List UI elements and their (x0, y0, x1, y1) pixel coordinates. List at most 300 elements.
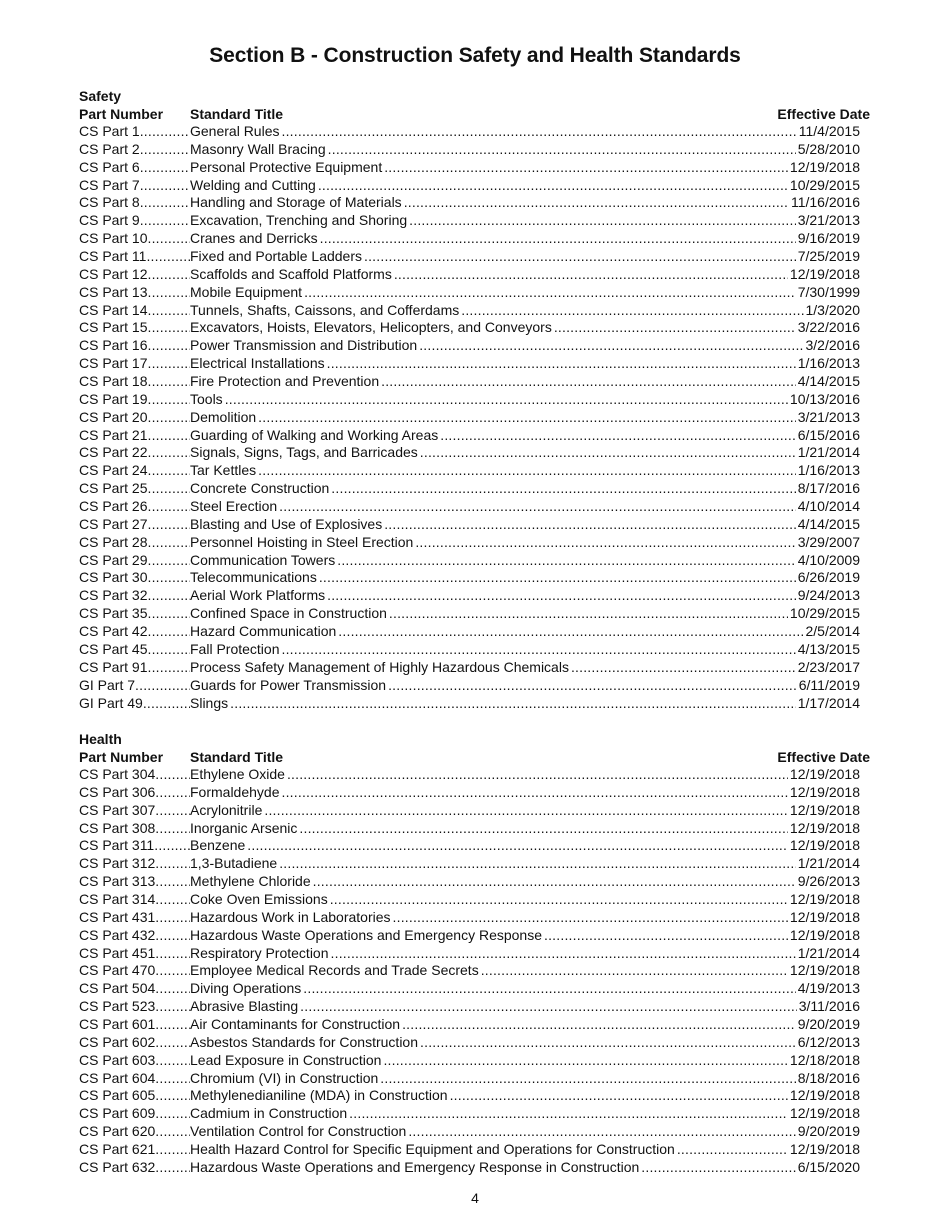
part-number: CS Part 504 (79, 980, 156, 997)
safety-rows (79, 123, 870, 712)
standard-title: Hazardous Work in Laboratories (190, 908, 391, 925)
standard-title: Benzene (190, 837, 246, 854)
effective-date: 6/12/2013 (797, 1033, 860, 1050)
table-row (79, 695, 870, 713)
standard-title: Concrete Construction (190, 480, 330, 497)
part-number: CS Part 13 (79, 283, 148, 300)
effective-date: 9/24/2013 (797, 587, 860, 604)
standard-title: General Rules (190, 123, 280, 139)
standard-title: Excavation, Trenching and Shoring (190, 212, 408, 229)
effective-date: 10/13/2016 (789, 390, 860, 407)
part-number: CS Part 12 (79, 265, 148, 282)
standard-title: Coke Oven Emissions (190, 891, 328, 908)
standard-title: Ventilation Control for Construction (190, 1123, 407, 1140)
part-number: CS Part 19 (79, 390, 148, 407)
effective-date: 6/15/2020 (797, 1158, 860, 1175)
standard-title: Fall Protection (190, 640, 280, 657)
effective-date: 12/19/2018 (789, 908, 860, 925)
table-row (79, 409, 870, 427)
dot-leader (147, 391, 190, 409)
dot-leader (147, 409, 190, 427)
part-number-header: Part Number (79, 106, 164, 122)
effective-date: 12/19/2018 (789, 1087, 860, 1104)
table-row (79, 284, 870, 302)
standard-title: Tools (190, 390, 223, 407)
dot-leader (298, 998, 860, 1016)
part-number: CS Part 603 (79, 1051, 156, 1068)
part-number: CS Part 312 (79, 855, 156, 872)
part-number: CS Part 25 (79, 480, 148, 497)
standard-title: Methylenedianiline (MDA) in Construction (190, 1087, 448, 1104)
dot-leader (155, 1016, 190, 1034)
standard-title: Steel Erection (190, 498, 278, 515)
table-row (79, 927, 870, 945)
standard-title: Guards for Power Transmission (190, 676, 387, 693)
health-rows (79, 766, 870, 1177)
dot-leader (147, 516, 190, 534)
dot-leader (325, 587, 860, 605)
table-row (79, 177, 870, 195)
standard-title-header: Standard Title (190, 106, 284, 122)
standard-title: Power Transmission and Distribution (190, 337, 418, 354)
table-row (79, 194, 870, 212)
effective-date: 4/10/2009 (797, 551, 860, 568)
dot-leader (406, 1123, 860, 1141)
dot-leader (329, 480, 860, 498)
effective-date: 12/19/2018 (789, 1141, 860, 1158)
part-number: CS Part 91 (79, 658, 148, 675)
health-column-headers (79, 748, 870, 766)
effective-date: 12/19/2018 (789, 962, 860, 979)
standard-title: Tar Kettles (190, 462, 257, 479)
table-row (79, 123, 870, 141)
standard-title: Hazardous Waste Operations and Emergency Response in Construction (190, 1158, 640, 1175)
part-number: CS Part 304 (79, 766, 156, 782)
part-number: CS Part 307 (79, 801, 156, 818)
table-row (79, 998, 870, 1016)
part-number: CS Part 22 (79, 444, 148, 461)
part-number: CS Part 45 (79, 640, 148, 657)
dot-leader (311, 873, 860, 891)
table-row (79, 266, 870, 284)
standard-title: Process Safety Management of Highly Hazardous Chemicals (190, 658, 569, 675)
effective-date: 4/14/2015 (797, 515, 860, 532)
table-row (79, 319, 870, 337)
standard-title: Diving Operations (190, 980, 302, 997)
part-number: CS Part 306 (79, 783, 156, 800)
dot-leader (140, 212, 190, 230)
dot-leader (143, 695, 190, 713)
dot-leader (155, 1159, 190, 1177)
table-row (79, 444, 870, 462)
dot-leader (382, 516, 860, 534)
table-row (79, 337, 870, 355)
standard-title: Slings (190, 694, 229, 711)
table-row (79, 248, 870, 266)
table-row (79, 1087, 870, 1105)
dot-leader (347, 1105, 860, 1123)
effective-date: 9/20/2019 (797, 1016, 860, 1033)
part-number: CS Part 621 (79, 1141, 156, 1158)
table-row (79, 820, 870, 838)
effective-date: 1/3/2020 (805, 301, 860, 318)
dot-leader (328, 891, 860, 909)
table-row (79, 677, 870, 695)
effective-date: 12/19/2018 (789, 1105, 860, 1122)
dot-leader (147, 266, 190, 284)
part-number: CS Part 16 (79, 337, 148, 354)
effective-date: 6/26/2019 (797, 569, 860, 586)
effective-date: 9/26/2013 (797, 873, 860, 890)
dot-leader (155, 927, 190, 945)
dot-leader (147, 462, 190, 480)
standard-title: Employee Medical Records and Trade Secrets (190, 962, 479, 979)
standard-title: Excavators, Hoists, Elevators, Helicopters, and Conveyors (190, 319, 552, 336)
dot-leader (400, 1016, 860, 1034)
effective-date: 3/22/2016 (797, 319, 860, 336)
table-row (79, 498, 870, 516)
dot-leader (147, 319, 190, 337)
standard-title: Formaldehyde (190, 783, 280, 800)
effective-date: 11/16/2016 (790, 194, 860, 211)
part-number: CS Part 14 (79, 301, 148, 318)
dot-leader (147, 623, 190, 641)
dot-leader (147, 230, 190, 248)
dot-leader (155, 855, 190, 873)
table-row (79, 569, 870, 587)
standard-title: Fire Protection and Prevention (190, 373, 380, 390)
dot-leader (285, 766, 860, 784)
dot-leader (155, 1052, 190, 1070)
part-number: CS Part 432 (79, 926, 156, 943)
dot-leader (223, 391, 860, 409)
dot-leader (155, 1034, 190, 1052)
dot-leader (155, 766, 190, 784)
dot-leader (317, 569, 860, 587)
dot-leader (277, 855, 860, 873)
part-number: CS Part 27 (79, 515, 148, 532)
part-number: CS Part 21 (79, 426, 148, 443)
dot-leader (147, 605, 190, 623)
standard-title: Asbestos Standards for Construction (190, 1033, 419, 1050)
effective-date: 12/19/2018 (789, 837, 860, 854)
table-row (79, 1159, 870, 1177)
dot-leader (155, 1141, 190, 1159)
dot-leader (154, 837, 190, 855)
part-number: CS Part 10 (79, 230, 148, 247)
part-number: CS Part 601 (79, 1016, 156, 1033)
standard-title-header: Standard Title (190, 749, 284, 765)
dot-leader (329, 945, 860, 963)
standard-title: Tunnels, Shafts, Caissons, and Cofferdams (190, 301, 460, 318)
dot-leader (147, 373, 190, 391)
dot-leader (280, 784, 861, 802)
dot-leader (228, 695, 860, 713)
dot-leader (277, 498, 860, 516)
effective-date: 7/30/1999 (797, 283, 860, 300)
dot-leader (155, 909, 190, 927)
dot-leader (140, 123, 190, 141)
effective-date: 4/10/2014 (797, 498, 860, 515)
part-number: CS Part 620 (79, 1123, 156, 1140)
effective-date: 3/2/2016 (805, 337, 860, 354)
effective-date: 12/19/2018 (789, 926, 860, 943)
standard-title: Fixed and Portable Ladders (190, 248, 362, 265)
table-row (79, 980, 870, 998)
dot-leader (155, 873, 190, 891)
dot-leader (147, 480, 190, 498)
effective-date: 1/16/2013 (797, 462, 860, 479)
standard-title: Health Hazard Control for Specific Equipment and Operations for Construction (190, 1141, 675, 1158)
dot-leader (147, 659, 190, 677)
part-number: CS Part 6 (79, 158, 140, 175)
dot-leader (326, 141, 860, 159)
dot-leader (386, 677, 860, 695)
effective-date: 3/29/2007 (797, 533, 860, 550)
health-section (79, 731, 870, 1177)
effective-date: 9/20/2019 (797, 1123, 860, 1140)
effective-date-header: Effective Date (777, 106, 870, 122)
effective-date: 12/19/2018 (789, 766, 860, 782)
safety-column-headers (79, 105, 870, 123)
page-number: 4 (471, 1190, 479, 1206)
table-row (79, 891, 870, 909)
part-number: CS Part 30 (79, 569, 148, 586)
table-row (79, 641, 870, 659)
effective-date: 12/19/2018 (789, 891, 860, 908)
part-number: CS Part 314 (79, 891, 156, 908)
standard-title: Lead Exposure in Construction (190, 1051, 382, 1068)
dot-leader (417, 337, 860, 355)
safety-heading: Safety (79, 88, 122, 104)
standard-title: Demolition (190, 408, 257, 425)
part-number: CS Part 20 (79, 408, 148, 425)
table-row (79, 837, 870, 855)
part-number: CS Part 605 (79, 1087, 156, 1104)
dot-leader (155, 1105, 190, 1123)
standard-title: Signals, Signs, Tags, and Barricades (190, 444, 418, 461)
table-row (79, 391, 870, 409)
standard-title: Aerial Work Platforms (190, 587, 326, 604)
effective-date: 10/29/2015 (789, 176, 860, 193)
dot-leader (316, 177, 860, 195)
effective-date: 12/19/2018 (789, 819, 860, 836)
dot-leader (155, 962, 190, 980)
table-row (79, 516, 870, 534)
standard-title: Guarding of Walking and Working Areas (190, 426, 439, 443)
effective-date: 12/19/2018 (789, 801, 860, 818)
table-row (79, 1052, 870, 1070)
effective-date: 2/23/2017 (797, 658, 860, 675)
table-row (79, 1141, 870, 1159)
table-row (79, 480, 870, 498)
standard-title: Mobile Equipment (190, 283, 303, 300)
dot-leader (147, 355, 190, 373)
table-row (79, 1105, 870, 1123)
part-number: CS Part 1 (79, 123, 140, 139)
effective-date: 9/16/2019 (797, 230, 860, 247)
dot-leader (459, 302, 860, 320)
part-number: CS Part 29 (79, 551, 148, 568)
part-number: CS Part 523 (79, 998, 156, 1015)
dot-leader (362, 248, 860, 266)
page-title: Section B - Construction Safety and Health Standards (209, 44, 741, 67)
standard-title: Methylene Chloride (190, 873, 311, 890)
standard-title: Inorganic Arsenic (190, 819, 298, 836)
dot-leader (146, 248, 190, 266)
dot-leader (155, 980, 190, 998)
table-row (79, 909, 870, 927)
standard-title: Cadmium in Construction (190, 1105, 348, 1122)
part-number: CS Part 313 (79, 873, 156, 890)
part-number: CS Part 42 (79, 623, 148, 640)
effective-date: 12/19/2018 (789, 158, 860, 175)
dot-leader (147, 552, 190, 570)
table-row (79, 1034, 870, 1052)
effective-date: 7/25/2019 (797, 248, 860, 265)
table-row (79, 1070, 870, 1088)
part-number: CS Part 609 (79, 1105, 156, 1122)
dot-leader (407, 212, 860, 230)
dot-leader (147, 641, 190, 659)
part-number: CS Part 9 (79, 212, 140, 229)
standard-title: Personal Protective Equipment (190, 158, 383, 175)
effective-date: 8/18/2016 (797, 1069, 860, 1086)
standard-title: Air Contaminants for Construction (190, 1016, 401, 1033)
effective-date: 1/16/2013 (797, 355, 860, 372)
dot-leader (155, 784, 190, 802)
part-number: CS Part 470 (79, 962, 156, 979)
part-number: CS Part 24 (79, 462, 148, 479)
standard-title: Hazard Communication (190, 623, 337, 640)
dot-leader (325, 355, 860, 373)
standard-title: Ethylene Oxide (190, 766, 285, 782)
standard-title: Masonry Wall Bracing (190, 140, 326, 157)
table-row (79, 962, 870, 980)
dot-leader (245, 837, 860, 855)
table-row (79, 802, 870, 820)
dot-leader (280, 123, 861, 141)
part-number: CS Part 17 (79, 355, 148, 372)
table-row (79, 534, 870, 552)
safety-section (79, 88, 870, 712)
part-number: CS Part 28 (79, 533, 148, 550)
effective-date: 3/21/2013 (797, 408, 860, 425)
table-row (79, 427, 870, 445)
dot-leader (135, 677, 190, 695)
standard-title: Chromium (VI) in Construction (190, 1069, 379, 1086)
effective-date: 1/21/2014 (797, 855, 860, 872)
effective-date: 11/4/2015 (798, 123, 860, 139)
dot-leader (147, 498, 190, 516)
standard-title: Confined Space in Construction (190, 605, 387, 622)
table-row (79, 1123, 870, 1141)
table-row (79, 605, 870, 623)
part-number: CS Part 18 (79, 373, 148, 390)
table-row (79, 373, 870, 391)
dot-leader (301, 980, 860, 998)
dot-leader (413, 534, 860, 552)
dot-leader (155, 1070, 190, 1088)
table-row (79, 212, 870, 230)
dot-leader (140, 159, 190, 177)
effective-date: 4/19/2013 (797, 980, 860, 997)
dot-leader (279, 641, 860, 659)
dot-leader (140, 194, 190, 212)
dot-leader (155, 820, 190, 838)
part-number: CS Part 604 (79, 1069, 156, 1086)
dot-leader (379, 373, 860, 391)
part-number-header: Part Number (79, 749, 164, 765)
dot-leader (147, 534, 190, 552)
part-number: CS Part 308 (79, 819, 156, 836)
effective-date: 4/14/2015 (797, 373, 860, 390)
table-row (79, 659, 870, 677)
dot-leader (147, 587, 190, 605)
dot-leader (147, 337, 190, 355)
table-row (79, 552, 870, 570)
part-number: CS Part 602 (79, 1033, 156, 1050)
standard-title: Communication Towers (190, 551, 336, 568)
dot-leader (256, 409, 860, 427)
table-row (79, 587, 870, 605)
standard-title: Cranes and Derricks (190, 230, 318, 247)
table-row (79, 623, 870, 641)
dot-leader (155, 891, 190, 909)
dot-leader (147, 444, 190, 462)
part-number: CS Part 26 (79, 498, 148, 515)
table-row (79, 855, 870, 873)
table-row (79, 462, 870, 480)
effective-date: 1/21/2014 (797, 444, 860, 461)
dot-leader (140, 177, 190, 195)
part-number: CS Part 431 (79, 908, 156, 925)
effective-date: 6/15/2016 (797, 426, 860, 443)
dot-leader (378, 1070, 860, 1088)
dot-leader (147, 427, 190, 445)
part-number: CS Part 11 (79, 248, 147, 265)
dot-leader (155, 1123, 190, 1141)
standard-title: Telecommunications (190, 569, 317, 586)
standard-title: Personnel Hoisting in Steel Erection (190, 533, 414, 550)
standard-title: Electrical Installations (190, 355, 325, 372)
dot-leader (140, 141, 190, 159)
effective-date-header: Effective Date (777, 749, 870, 765)
dot-leader (155, 1087, 190, 1105)
dot-leader (418, 444, 860, 462)
effective-date: 6/11/2019 (798, 676, 860, 693)
standard-title: Respiratory Protection (190, 944, 329, 961)
dot-leader (147, 569, 190, 587)
health-heading: Health (79, 731, 122, 747)
effective-date: 4/13/2015 (797, 640, 860, 657)
effective-date: 8/17/2016 (797, 480, 860, 497)
dot-leader (302, 284, 860, 302)
table-row (79, 159, 870, 177)
effective-date: 3/11/2016 (798, 998, 860, 1015)
dot-leader (147, 284, 190, 302)
table-row (79, 945, 870, 963)
table-row (79, 355, 870, 373)
standard-title: Blasting and Use of Explosives (190, 515, 383, 532)
dot-leader (335, 552, 860, 570)
effective-date: 5/28/2010 (797, 140, 860, 157)
effective-date: 12/19/2018 (789, 783, 860, 800)
part-number: CS Part 15 (79, 319, 148, 336)
table-row (79, 141, 870, 159)
effective-date: 1/17/2014 (797, 694, 860, 711)
dot-leader (318, 230, 860, 248)
